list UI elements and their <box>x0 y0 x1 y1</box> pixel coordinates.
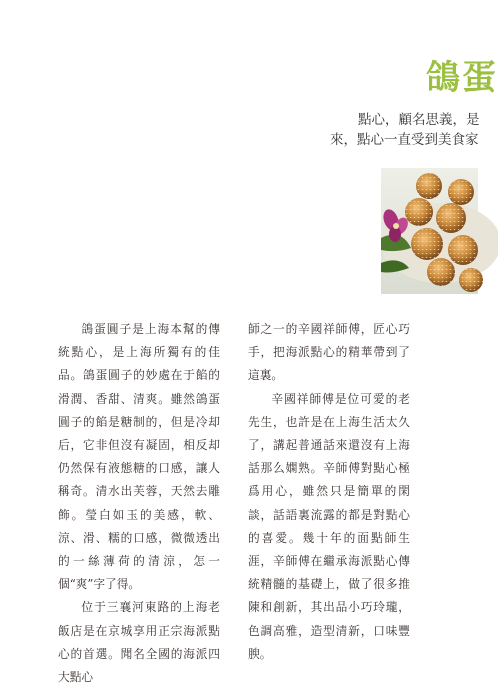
article-column-2 <box>248 318 410 666</box>
paragraph: 鴿蛋圓子是上海本幫的傳統點心，是上海所獨有的佳品。鴿蛋圓子的妙處在于餡的滑潤、香甜、清爽。雖然鴿蛋圓子的餡是糖制的，但是冷却后，它非但沒有凝固，相反却仍然保有液態糖的口感，讓人稱奇。清水出芙蓉，天然去雕飾。瑩白如玉的美感，軟、涼、滑、糯的口感，微微透出的一絲薄荷的清涼，怎一個“爽”字了得。 <box>58 322 220 592</box>
page-title: 鴿蛋 <box>426 58 498 98</box>
intro-text <box>330 110 480 150</box>
intro-line-1: 點心，顧名思義，是 <box>358 112 480 128</box>
paragraph: 位于三襄河東路的上海老飯店是在京城享用正宗海派點心的首選。聞名全國的海派四大點心 <box>58 600 220 685</box>
paragraph: 辛國祥師傅是位可愛的老先生，也許是在上海生活太久了，講起普通話來還沒有上海話那么嫻熟。辛師傅對點心極爲用心，雖然只是簡單的閑談，話語裏流露的都是對點心的喜愛。幾十年的面點師生涯，辛師傅在繼承海派點心傳統精髓的基礎上，做了很多推陳和創新，其出品小巧玲瓏，色調高雅，造型清新，口味豐腴。 <box>248 391 410 661</box>
intro-line-2: 來，點心一直受到美食家 <box>330 132 479 148</box>
food-photo <box>381 168 478 294</box>
article-column-1 <box>58 318 220 689</box>
paragraph: 師之一的辛國祥師傅，匠心巧手，把海派點心的精華帶到了這裏。 <box>248 322 410 383</box>
